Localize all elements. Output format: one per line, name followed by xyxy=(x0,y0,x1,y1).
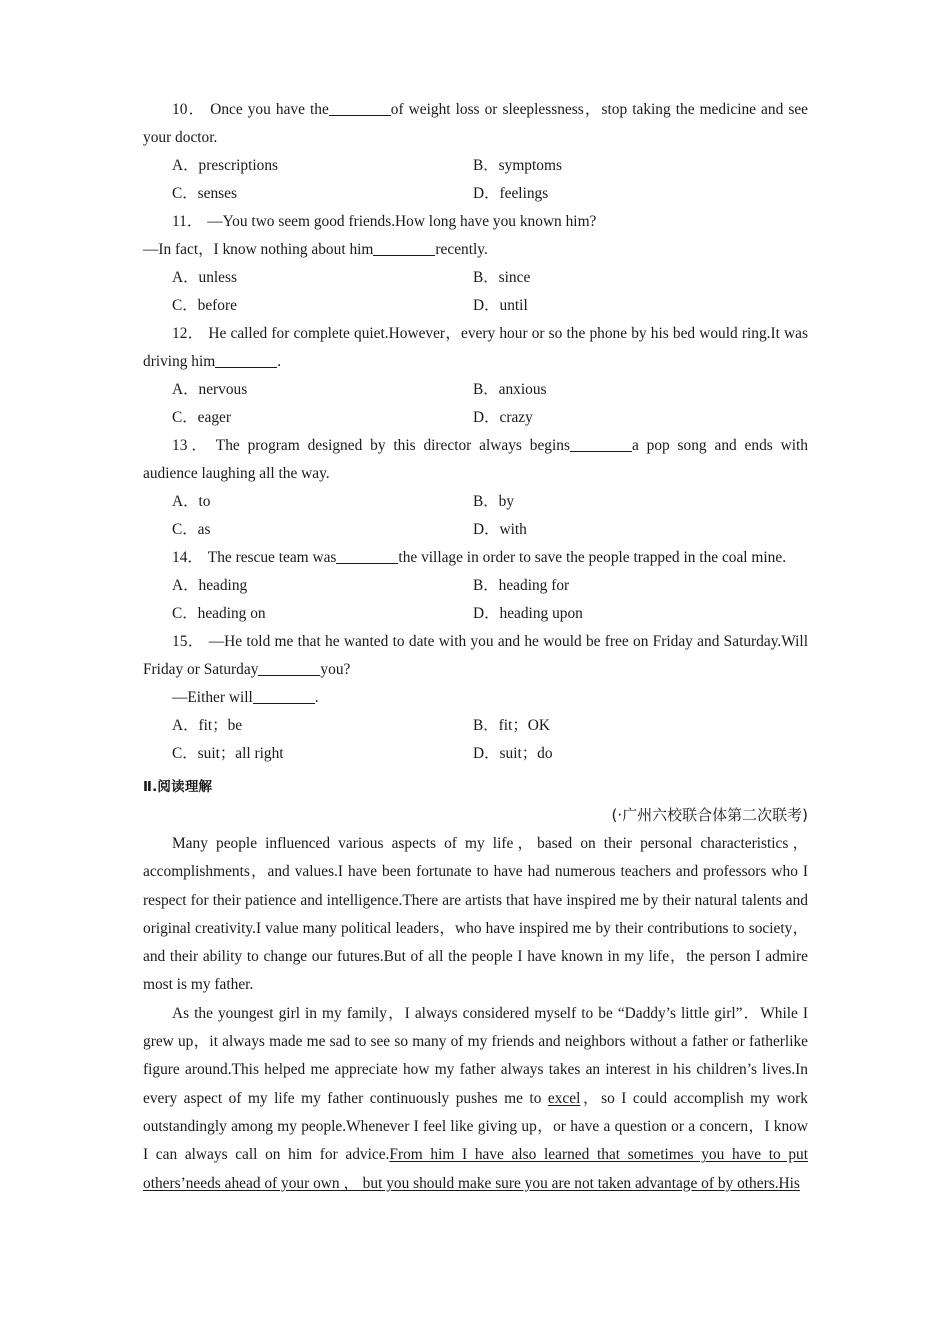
question-11-text: —You two seem good friends.How long have you known him? xyxy=(207,213,597,230)
question-10-option-a[interactable]: A．prescriptions xyxy=(172,157,279,174)
question-13 xyxy=(143,432,808,544)
question-14-number: 14． xyxy=(172,549,203,566)
question-10-number: 10． xyxy=(172,101,206,118)
question-10-text-a: Once you have the xyxy=(210,101,329,118)
question-13-options-row-1 xyxy=(143,488,808,516)
question-14-option-d[interactable]: D．heading upon xyxy=(473,605,583,622)
question-13-option-a[interactable]: A．to xyxy=(172,493,211,510)
question-14-text-b: the village in order to save the people trapped in the coal mine. xyxy=(398,549,787,566)
passage-paragraph-2 xyxy=(143,1000,808,1198)
question-12-number: 12． xyxy=(172,325,204,342)
question-13-text-b: a pop song and ends with audience laughing all the way. xyxy=(143,437,808,482)
question-13-option-c[interactable]: C．as xyxy=(172,521,211,538)
question-12-stem xyxy=(143,320,808,376)
question-15 xyxy=(143,628,808,768)
question-15-options-row-1 xyxy=(143,712,808,740)
question-15-option-a[interactable]: A．fit；be xyxy=(172,717,243,734)
question-11-options-row-2 xyxy=(143,292,808,320)
question-15-stem xyxy=(143,628,808,684)
question-12-text-a: He called for complete quiet.However，every hour or so the phone by his bed would ring.It was driving him xyxy=(143,325,808,370)
question-13-text-a: The program designed by this director always begins xyxy=(215,437,570,454)
question-10-blank xyxy=(329,115,391,116)
question-10-option-c[interactable]: C．senses xyxy=(172,185,237,202)
question-15-option-d[interactable]: D．suit；do xyxy=(473,745,553,762)
question-15-option-c[interactable]: C．suit；all right xyxy=(172,745,284,762)
question-14-options-row-1 xyxy=(143,572,808,600)
question-11-option-d[interactable]: D．until xyxy=(473,297,528,314)
question-14 xyxy=(143,544,808,628)
question-14-stem xyxy=(143,544,808,572)
question-10-stem xyxy=(143,96,808,152)
passage-p2-underlined-word: excel xyxy=(547,1089,581,1107)
question-12-option-d[interactable]: D．crazy xyxy=(473,409,533,426)
question-10-options-row-1 xyxy=(143,152,808,180)
question-15-text-c: —Either will xyxy=(172,689,253,706)
question-15-option-b[interactable]: B．fit；OK xyxy=(473,717,550,734)
question-10-option-b[interactable]: B．symptoms xyxy=(473,157,562,174)
question-13-stem xyxy=(143,432,808,488)
question-15-number: 15． xyxy=(172,633,204,650)
question-10-text-b: of weight loss or sleeplessness，stop taking the medicine and see your doctor. xyxy=(143,101,808,146)
question-10 xyxy=(143,96,808,208)
question-15-text-b: you? xyxy=(320,661,351,678)
question-12-options-row-1 xyxy=(143,376,808,404)
question-13-number: 13． xyxy=(172,437,211,454)
question-11-stem-line1 xyxy=(143,208,808,236)
question-12-blank xyxy=(215,367,277,368)
question-13-option-d[interactable]: D．with xyxy=(473,521,527,538)
question-10-options-row-2 xyxy=(143,180,808,208)
question-15-text-d: . xyxy=(314,689,319,706)
question-15-text-a: —He told me that he wanted to date with you and he would be free on Friday and Saturday.Will Friday or Saturday xyxy=(143,633,808,678)
question-12-option-b[interactable]: B．anxious xyxy=(473,381,547,398)
question-12-option-c[interactable]: C．eager xyxy=(172,409,231,426)
exam-source-attribution: (·广州六校联合体第二次联考) xyxy=(611,806,808,824)
question-14-text-a: The rescue team was xyxy=(207,549,337,566)
passage-p2-text-2: ，so I could accomplish my work outstandingly among my people.Whenever I feel like giving up，or have a question or a concern，I know I can always call on him for advice. xyxy=(143,1089,808,1164)
question-15-blank-1 xyxy=(258,675,320,676)
question-11-stem-line2 xyxy=(143,236,808,264)
question-15-options-row-2 xyxy=(143,740,808,768)
question-12-text-b: . xyxy=(277,353,282,370)
question-11-options-row-1 xyxy=(143,264,808,292)
question-14-option-c[interactable]: C．heading on xyxy=(172,605,266,622)
question-11-option-a[interactable]: A．unless xyxy=(172,269,237,286)
question-11-text-b: recently. xyxy=(435,241,488,258)
question-11-blank xyxy=(373,255,435,256)
question-15-stem-line3 xyxy=(143,684,808,712)
question-14-option-a[interactable]: A．heading xyxy=(172,577,248,594)
question-11-number: 11． xyxy=(172,213,203,230)
question-14-options-row-2 xyxy=(143,600,808,628)
question-14-option-b[interactable]: B．heading for xyxy=(473,577,570,594)
question-11-text-a: —In fact，I know nothing about him xyxy=(143,241,374,258)
question-12-options-row-2 xyxy=(143,404,808,432)
section-heading-reading-comprehension: Ⅱ.阅读理解 xyxy=(143,779,213,795)
question-15-blank-2 xyxy=(253,703,315,704)
question-13-option-b[interactable]: B．by xyxy=(473,493,515,510)
question-11-option-c[interactable]: C．before xyxy=(172,297,237,314)
question-13-options-row-2 xyxy=(143,516,808,544)
question-13-blank xyxy=(570,451,632,452)
question-14-blank xyxy=(336,563,398,564)
passage-p2-text-1: As the youngest girl in my family，I always considered myself to be “Daddy’s little girl”．While I grew up，it always made me sad to see so many of my friends and neighbors without a father or fatherlike figure around.This helped me appreciate how my father always takes an interest in his children’s lives.In every aspect of my life my father continuously pushes me to xyxy=(143,1004,808,1107)
question-10-option-d[interactable]: D．feelings xyxy=(473,185,549,202)
page-content xyxy=(143,96,808,1198)
question-11-option-b[interactable]: B．since xyxy=(473,269,531,286)
passage-p2-underlined-sentence: From him I have also learned that sometimes you have to put others’needs ahead of your own ， but you should make sure you are not taken advantage of by others.His xyxy=(143,1146,808,1192)
question-11 xyxy=(143,208,808,320)
question-12 xyxy=(143,320,808,432)
passage-paragraph-1: Many people influenced various aspects of my life，based on their personal characteristics，accomplishments，and values.I have been fortunate to have had numerous teachers and professors who I respect for their patience and intelligence.There are artists that have inspired me by their natural talents and original creativity.I value many political leaders，who have inspired me by their contributions to society，and their ability to change our futures.But of all the people I have known in my life，the person I admire most is my father. xyxy=(143,835,808,994)
question-12-option-a[interactable]: A．nervous xyxy=(172,381,248,398)
